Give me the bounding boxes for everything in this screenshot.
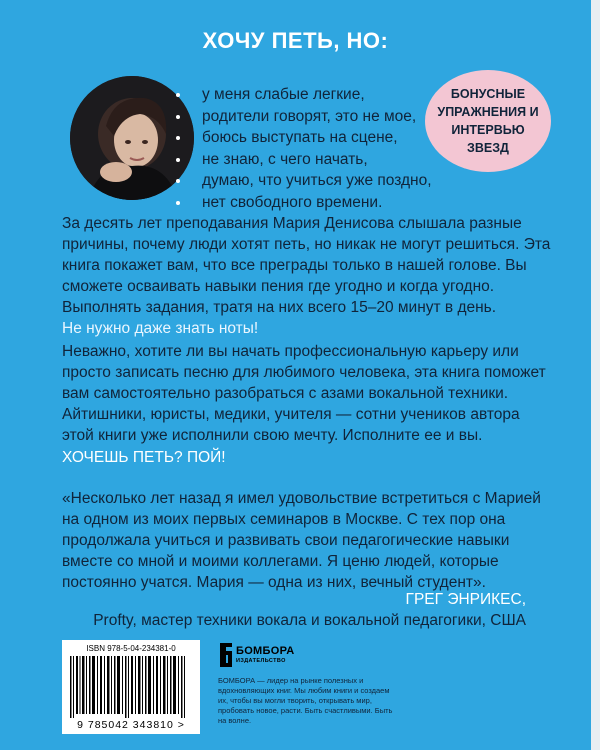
publisher-logo-subtitle: ИЗДАТЕЛЬСТВО <box>236 658 286 664</box>
testimonial-author <box>0 589 526 631</box>
bonus-badge-text: БОНУСНЫЕ УПРАЖНЕНИЯ И ИНТЕРВЬЮ ЗВЕЗД <box>437 87 539 155</box>
reason-item: родители говорят, это не мое, <box>170 106 432 128</box>
publisher-about: БОМБОРА — лидер на рынке полезных и вдохновляющих книг. Мы любим книги и создаем их, чтобы вы могли творить, открывать мир, пробовать новое, расти. Быть счастливыми. Быть на волне. <box>218 676 393 725</box>
reason-item: не знаю, с чего начать, <box>170 149 432 171</box>
barcode-number: 9 785042 343810 > <box>77 719 185 731</box>
barcode-bars <box>70 656 192 718</box>
description-paragraph-1 <box>62 213 552 339</box>
no-notes-highlight: Не нужно даже знать ноты! <box>62 320 259 337</box>
isbn-label: ISBN 978-5-04-234381-0 <box>86 644 176 653</box>
description-paragraph-2: Неважно, хотите ли вы начать профессиональную карьеру или просто записать песню для любимого человека, эта книга поможет вам самостоятельно разобраться с азами вокальной техники. Айтишники, юристы, медики, учителя — сотни учеников автора этой книги уже исполнили свою мечту. Исполните ее и вы. <box>62 343 546 444</box>
reason-item: нет свободного времени. <box>170 192 432 214</box>
page-edge <box>591 0 600 750</box>
author-name: ГРЕГ ЭНРИКЕС, <box>405 591 526 608</box>
cover-heading: ХОЧУ ПЕТЬ, НО: <box>202 28 389 53</box>
reasons-list <box>170 84 432 213</box>
bonus-badge <box>425 70 551 172</box>
description-text-1: За десять лет преподавания Мария Денисова слышала разные причины, почему люди хотят петь, но никак не могут решиться. Эта книга покажет вам, что все преграды только в нашей голове. Вы сможете осваивать навыки пения где угодно и когда угодно. Выполнять задания, тратя на них всего 15–20 минут в день. <box>62 215 551 316</box>
publisher-logo-text: БОМБОРА <box>236 645 295 657</box>
barcode <box>62 640 200 734</box>
reason-item: у меня слабые легкие, <box>170 84 432 106</box>
slogan: ХОЧЕШЬ ПЕТЬ? ПОЙ! <box>62 449 226 466</box>
reason-item: боюсь выступать на сцене, <box>170 127 432 149</box>
reason-item: думаю, что учиться уже поздно, <box>170 170 432 192</box>
testimonial-quote: «Несколько лет назад я имел удовольствие встретиться с Марией на одном из моих первых семинаров в Москве. С тех пор она продолжала учиться и развивать свои педагогические навыки вместе со мной и моими коллегами. Я ценю людей, которые постоянно учатся. Мария — одна из них, вечный студент». <box>62 490 541 591</box>
author-title: Profty, мастер техники вокала и вокальной педагогики, США <box>93 612 526 629</box>
